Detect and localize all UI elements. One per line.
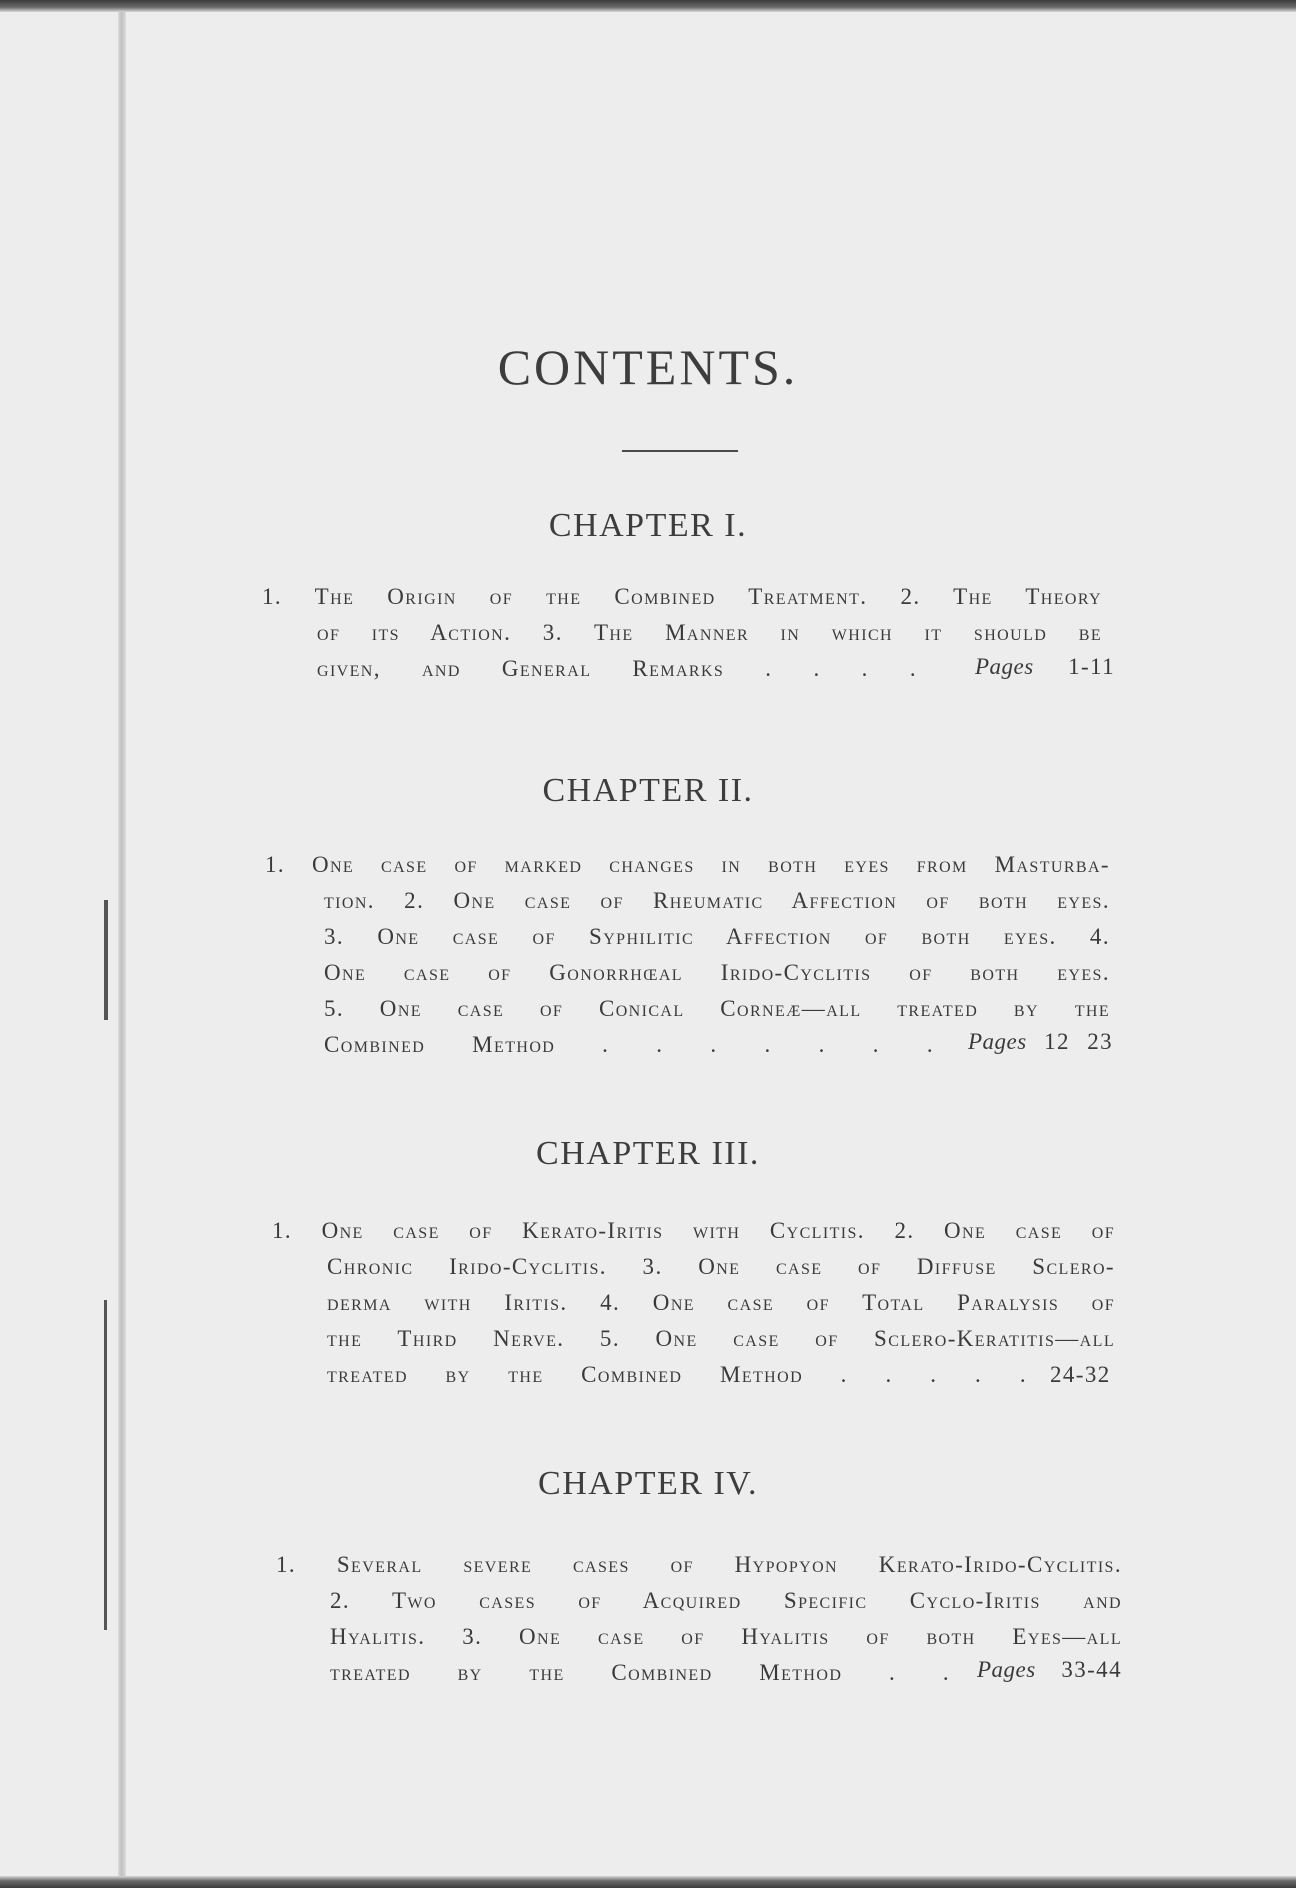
entry-line: tion. 2. One case of Rheumatic Affection of both eyes. <box>324 888 1110 913</box>
entry-pages <box>977 1657 1122 1683</box>
entry-line: One case of Gonorrhœal Irido-Cyclitis of both eyes. <box>324 960 1110 985</box>
entry-line: 1. One case of marked changes in both eyes from Masturba- <box>265 852 1110 877</box>
entry-line: derma with Iritis. 4. One case of Total Paralysis of <box>327 1290 1115 1315</box>
chapter-heading: CHAPTER IV. <box>538 1465 758 1502</box>
entry-line: Hyalitis. 3. One case of Hyalitis of both Eyes—all <box>330 1624 1122 1649</box>
page-top-edge <box>0 0 1296 12</box>
entry-pages <box>968 1029 1113 1055</box>
entry-pages <box>1050 1362 1120 1388</box>
pages-label: Pages <box>968 1029 1027 1054</box>
page-range: 12 23 <box>1044 1029 1113 1054</box>
pages-label: Pages <box>975 654 1034 679</box>
page-bottom-edge <box>0 1876 1296 1888</box>
entry-line: 2. Two cases of Acquired Specific Cyclo-Iritis and <box>330 1588 1122 1613</box>
title-rule <box>622 450 738 452</box>
chapter-heading: CHAPTER I. <box>548 507 748 544</box>
entry-line: 5. One case of Conical Corneæ—all treated by the <box>324 996 1110 1021</box>
entry-line: Chronic Irido-Cyclitis. 3. One case of Diffuse Sclero- <box>327 1254 1115 1279</box>
entry-line: 1. The Origin of the Combined Treatment. 2. The Theory <box>262 584 1102 609</box>
gutter-mark <box>104 900 108 1020</box>
chapter-heading: CHAPTER II. <box>542 772 754 809</box>
chapter-heading: CHAPTER III. <box>536 1135 760 1172</box>
entry-line: given, and General Remarks . . . . <box>317 656 917 681</box>
entry-line: the Third Nerve. 5. One case of Sclero-Keratitis—all <box>327 1326 1115 1351</box>
contents-title: CONTENTS. <box>497 339 799 395</box>
entry-line: treated by the Combined Method . . . . . <box>327 1362 1027 1387</box>
entry-line: 3. One case of Syphilitic Affection of both eyes. 4. <box>324 924 1110 949</box>
page-range: 1-11 <box>1068 654 1115 679</box>
entry-line: Combined Method . . . . . . . <box>324 1032 934 1057</box>
entry-line: treated by the Combined Method . . <box>330 1660 950 1685</box>
binding-gutter <box>118 12 126 1876</box>
entry-pages <box>975 654 1115 680</box>
page-range: 24-32 <box>1050 1362 1111 1387</box>
entry-line: 1. One case of Kerato-Iritis with Cyclitis. 2. One case of <box>272 1218 1115 1243</box>
pages-label: Pages <box>977 1657 1036 1682</box>
entry-line: of its Action. 3. The Manner in which it should be <box>317 620 1102 645</box>
entry-line: 1. Several severe cases of Hypopyon Kerato-Irido-Cyclitis. <box>276 1552 1122 1577</box>
page-range: 33-44 <box>1061 1657 1122 1682</box>
